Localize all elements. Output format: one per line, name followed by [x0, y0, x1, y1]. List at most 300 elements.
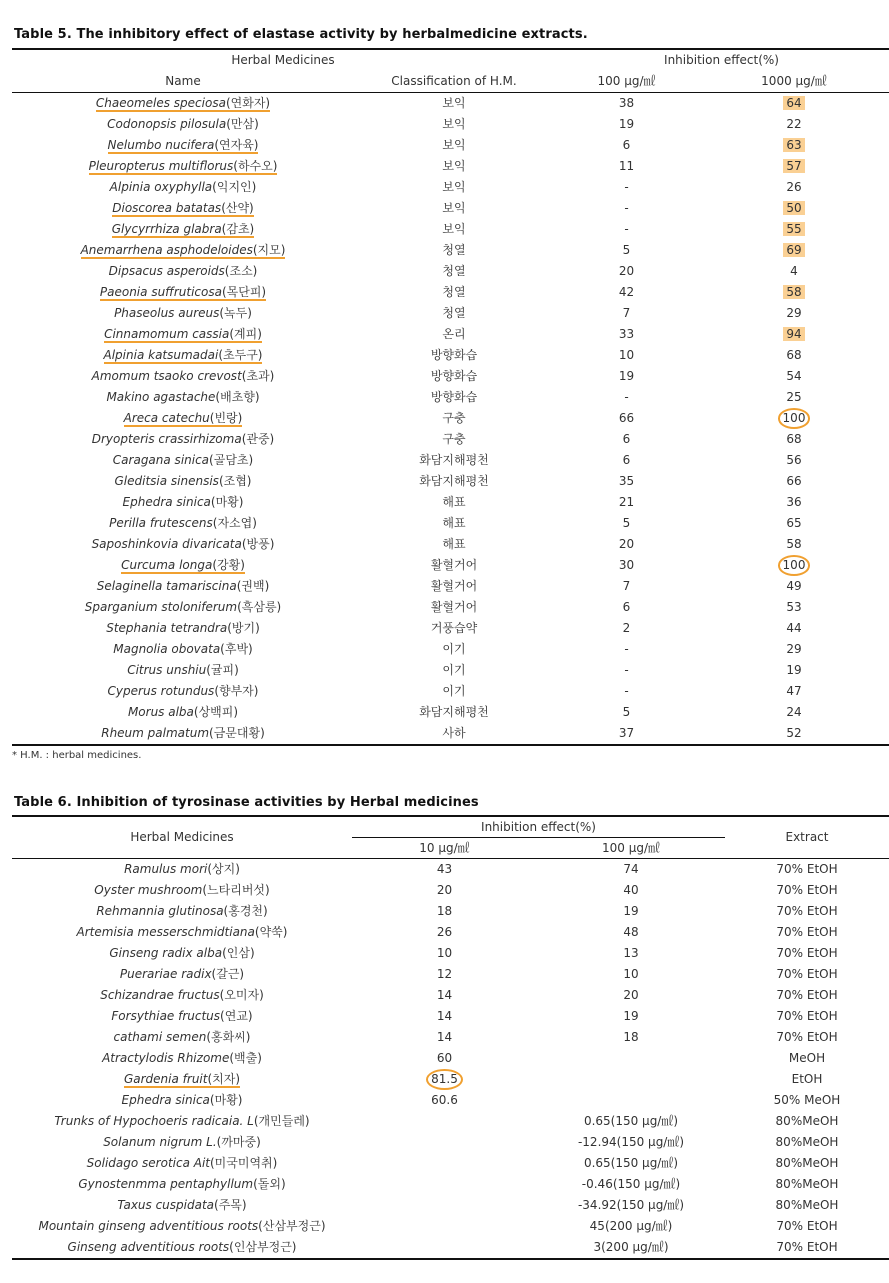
table-row — [12, 597, 889, 618]
table-row — [12, 681, 889, 702]
value-100-cell: 18 — [623, 1030, 639, 1044]
value-1000-cell — [699, 324, 889, 345]
name-cell — [12, 1006, 352, 1027]
table-row — [12, 1216, 889, 1237]
latin-name: Codonopsis pilosula — [107, 117, 227, 131]
value-1000-cell — [699, 303, 889, 324]
classification-cell: 보익 — [442, 222, 466, 236]
latin-name: Pleuropterus multiflorus — [88, 159, 234, 173]
korean-name: (흑삼릉) — [237, 600, 282, 614]
extract-cell: 80%MeOH — [775, 1156, 839, 1170]
name-cell — [12, 943, 352, 964]
korean-name: (조소) — [224, 264, 258, 278]
value-1000: 58 — [783, 285, 804, 299]
value-100-cell: - — [624, 222, 629, 236]
korean-name: (까마중) — [216, 1135, 261, 1149]
korean-name: (조협) — [218, 474, 252, 488]
latin-name: Perilla frutescens — [109, 516, 213, 530]
value-1000-cell — [699, 681, 889, 702]
extract-cell: 70% EtOH — [776, 988, 838, 1002]
korean-name: (치자) — [207, 1072, 241, 1086]
korean-name: (하수오) — [233, 159, 278, 173]
value-100-cell: 3(200 μg/㎖) — [593, 1240, 669, 1254]
classification-cell: 화담지해평천 — [419, 453, 489, 467]
name-cell — [12, 576, 354, 597]
latin-name: Gleditsia sinensis — [114, 474, 219, 488]
table-row — [12, 303, 889, 324]
korean-name: (돌외) — [253, 1177, 286, 1191]
extract-cell: 70% EtOH — [776, 946, 838, 960]
name-cell — [12, 964, 352, 985]
value-1000-cell — [699, 471, 889, 492]
name-cell — [12, 282, 354, 303]
value-100-cell: 6 — [622, 432, 631, 446]
korean-name: (갈근) — [211, 967, 245, 981]
value-100-cell: 7 — [622, 306, 631, 320]
name-cell — [12, 219, 354, 240]
korean-name: (지모) — [252, 243, 286, 257]
table-row — [12, 135, 889, 156]
latin-name: Taxus cuspidata — [117, 1198, 215, 1212]
value-1000-cell — [699, 240, 889, 261]
name-cell — [12, 985, 352, 1006]
table-row — [12, 177, 889, 198]
value-100-cell: 74 — [623, 862, 639, 876]
table-row — [12, 534, 889, 555]
value-1000-cell — [699, 156, 889, 177]
value-100-cell: 0.65(150 μg/㎖) — [583, 1114, 679, 1128]
value-1000-cell — [699, 429, 889, 450]
extract-cell: 80%MeOH — [775, 1177, 839, 1191]
name-cell — [12, 681, 354, 702]
value-10: 26 — [436, 925, 453, 939]
korean-name: (홍화씨) — [206, 1030, 251, 1044]
value-100-cell: 35 — [618, 474, 635, 488]
value-1000-cell — [699, 639, 889, 660]
latin-name: Oyster mushroom — [94, 883, 203, 897]
classification-cell: 구충 — [442, 432, 466, 446]
table-row — [12, 1111, 889, 1132]
name-cell — [12, 901, 352, 922]
name-cell — [12, 618, 354, 639]
name-cell — [12, 723, 354, 745]
value-100-cell: - — [624, 201, 629, 215]
name-cell — [12, 261, 354, 282]
table-row — [12, 1174, 889, 1195]
name-cell — [12, 1069, 352, 1090]
table-row — [12, 1153, 889, 1174]
table-row — [12, 859, 889, 881]
value-100-cell: - — [624, 684, 629, 698]
table-row — [12, 93, 889, 115]
header-inhibition-effect: Inhibition effect(%) — [352, 816, 725, 838]
value-10-cell — [352, 1090, 537, 1111]
extract-cell: 70% EtOH — [776, 1009, 838, 1023]
latin-name: Anemarrhena asphodeloides — [80, 243, 253, 257]
value-1000: 29 — [786, 642, 802, 656]
value-100-cell: 5 — [622, 516, 631, 530]
table-row — [12, 408, 889, 429]
extract-cell: EtOH — [791, 1072, 823, 1086]
latin-name: Stephania tetrandra — [106, 621, 228, 635]
value-100-cell: 40 — [623, 883, 639, 897]
korean-name: (연화자) — [225, 96, 271, 110]
extract-cell: 80%MeOH — [775, 1114, 839, 1128]
table-row — [12, 366, 889, 387]
value-1000: 26 — [786, 180, 802, 194]
value-100-cell: -0.46(150 μg/㎖) — [581, 1177, 681, 1191]
value-100-cell: 0.65(150 μg/㎖) — [583, 1156, 679, 1170]
header-10-ug: 10 μg/㎖ — [419, 841, 470, 855]
value-10-cell — [352, 985, 537, 1006]
value-100-cell: - — [624, 663, 629, 677]
name-cell — [12, 1132, 352, 1153]
name-cell — [12, 345, 354, 366]
korean-name: (익지인) — [212, 180, 257, 194]
name-cell — [12, 513, 354, 534]
korean-name: (녹두) — [219, 306, 252, 320]
value-100-cell: 19 — [618, 117, 635, 131]
name-cell — [12, 1195, 352, 1216]
header-herbal-medicines: Herbal Medicines — [231, 53, 335, 67]
value-10-cell — [352, 1153, 537, 1174]
value-10-cell — [352, 1216, 537, 1237]
korean-name: (인삼) — [222, 946, 255, 960]
korean-name: (인삼부정근) — [229, 1240, 297, 1254]
table5-caption: Table 5. The inhibitory effect of elastase activity by herbalmedicine extracts. — [14, 27, 588, 42]
latin-name: Solidago serotica Ait — [86, 1156, 210, 1170]
table-row — [12, 240, 889, 261]
value-10-cell — [352, 964, 537, 985]
table-row — [12, 1006, 889, 1027]
value-100-cell: 45(200 μg/㎖) — [589, 1219, 673, 1233]
value-100-cell: 6 — [622, 138, 631, 152]
value-1000-cell — [699, 618, 889, 639]
name-cell — [12, 240, 354, 261]
name-cell — [12, 702, 354, 723]
extract-cell: MeOH — [788, 1051, 826, 1065]
table-row — [12, 429, 889, 450]
table-row — [12, 219, 889, 240]
value-1000-cell — [699, 387, 889, 408]
extract-cell: 70% EtOH — [776, 883, 838, 897]
classification-cell: 거풍습약 — [430, 621, 478, 635]
value-100-cell: 30 — [618, 558, 635, 572]
classification-cell: 방향화습 — [430, 369, 478, 383]
table-row — [12, 576, 889, 597]
value-100-cell: 20 — [618, 537, 635, 551]
korean-name: (골담초) — [209, 453, 254, 467]
korean-name: (홍경천) — [223, 904, 268, 918]
value-10-cell — [352, 922, 537, 943]
korean-name: (마황) — [210, 495, 244, 509]
classification-cell: 해표 — [442, 516, 466, 530]
korean-name: (감초) — [221, 222, 255, 236]
value-1000-cell — [699, 345, 889, 366]
name-cell — [12, 93, 354, 115]
latin-name: Gardenia fruit — [123, 1072, 208, 1086]
korean-name: (자소엽) — [212, 516, 257, 530]
table-row — [12, 943, 889, 964]
latin-name: Atractylodis Rhizome — [102, 1051, 230, 1065]
latin-name: Cinnamomum cassia — [104, 327, 230, 341]
classification-cell: 청열 — [442, 243, 466, 257]
value-100-cell: 37 — [618, 726, 635, 740]
value-1000-cell — [699, 198, 889, 219]
value-100-cell: 13 — [623, 946, 639, 960]
value-10-cell — [352, 1132, 537, 1153]
value-1000-cell — [699, 513, 889, 534]
value-1000-cell — [699, 261, 889, 282]
value-1000-cell — [699, 114, 889, 135]
latin-name: Curcuma longa — [121, 558, 213, 572]
name-cell — [12, 922, 352, 943]
value-10-cell — [352, 1174, 537, 1195]
classification-cell: 보익 — [442, 138, 466, 152]
latin-name: Sparganium stoloniferum — [84, 600, 238, 614]
korean-name: (느타리버섯) — [202, 883, 270, 897]
latin-name: Alpinia oxyphylla — [109, 180, 213, 194]
name-cell — [12, 303, 354, 324]
table-row — [12, 702, 889, 723]
table-row — [12, 282, 889, 303]
classification-cell: 보익 — [442, 117, 466, 131]
value-1000-cell — [699, 450, 889, 471]
classification-cell: 방향화습 — [430, 348, 478, 362]
classification-cell: 온리 — [442, 327, 466, 341]
name-cell — [12, 1048, 352, 1069]
value-1000: 36 — [786, 495, 802, 509]
value-1000-cell — [699, 177, 889, 198]
classification-cell: 보익 — [442, 159, 466, 173]
table-row — [12, 639, 889, 660]
latin-name: cathami semen — [113, 1030, 207, 1044]
latin-name: Citrus unshiu — [127, 663, 207, 677]
extract-cell: 70% EtOH — [776, 1240, 838, 1254]
korean-name: (미국미역취) — [210, 1156, 278, 1170]
value-1000: 68 — [786, 432, 802, 446]
value-100-cell: 21 — [618, 495, 635, 509]
value-10-cell — [352, 901, 537, 922]
korean-name: (향부자) — [214, 684, 259, 698]
table-row — [12, 114, 889, 135]
latin-name: Artemisia messerschmidtiana — [76, 925, 255, 939]
table-row — [12, 471, 889, 492]
value-10-cell — [352, 1195, 537, 1216]
value-10: 20 — [436, 883, 453, 897]
name-cell — [12, 1027, 352, 1048]
value-1000: 68 — [786, 348, 802, 362]
value-1000-cell — [699, 702, 889, 723]
table-row — [12, 880, 889, 901]
value-100-cell: - — [624, 390, 629, 404]
value-10: 10 — [436, 946, 453, 960]
latin-name: Selaginella tamariscina — [96, 579, 237, 593]
classification-cell: 구충 — [442, 411, 466, 425]
value-10: 60 — [436, 1051, 453, 1065]
korean-name: (상지) — [207, 862, 240, 876]
value-1000-cell — [699, 366, 889, 387]
value-100-cell: 10 — [618, 348, 635, 362]
value-100-cell: 2 — [622, 621, 631, 635]
value-1000: 24 — [786, 705, 802, 719]
value-100-cell: 66 — [618, 411, 635, 425]
value-1000: 53 — [786, 600, 802, 614]
latin-name: Nelumbo nucifera — [107, 138, 215, 152]
latin-name: Makino agastache — [106, 390, 216, 404]
classification-cell: 이기 — [442, 663, 466, 677]
name-cell — [12, 639, 354, 660]
name-cell — [12, 660, 354, 681]
value-1000: 69 — [783, 243, 804, 257]
name-cell — [12, 156, 354, 177]
korean-name: (권백) — [236, 579, 270, 593]
latin-name: Forsythiae fructus — [111, 1009, 221, 1023]
value-10-cell — [352, 1048, 537, 1069]
latin-name: Areca catechu — [123, 411, 210, 425]
value-100-cell — [537, 1069, 725, 1090]
value-100-cell — [537, 1048, 725, 1069]
value-1000: 66 — [786, 474, 802, 488]
classification-cell: 화담지해평천 — [419, 705, 489, 719]
korean-name: (오미자) — [219, 988, 264, 1002]
classification-cell: 이기 — [442, 642, 466, 656]
value-100-cell: 33 — [618, 327, 635, 341]
table-row — [12, 198, 889, 219]
table-row — [12, 1237, 889, 1259]
table-row — [12, 156, 889, 177]
name-cell — [12, 1216, 352, 1237]
table-row — [12, 513, 889, 534]
value-100-cell: 5 — [622, 705, 631, 719]
value-100-cell: 6 — [622, 600, 631, 614]
korean-name: (백출) — [229, 1051, 262, 1065]
value-10-cell — [352, 1027, 537, 1048]
classification-cell: 활혈거어 — [430, 558, 478, 572]
value-1000-cell — [699, 408, 889, 429]
value-1000: 50 — [783, 201, 804, 215]
extract-cell: 70% EtOH — [776, 904, 838, 918]
korean-name: (약쑥) — [254, 925, 288, 939]
header-100-ug: 100 μg/㎖ — [601, 841, 660, 855]
value-10-cell — [352, 859, 537, 881]
value-1000: 63 — [783, 138, 804, 152]
classification-cell: 방향화습 — [430, 390, 478, 404]
latin-name: Ramulus mori — [124, 862, 208, 876]
table-row — [12, 922, 889, 943]
latin-name: Gynostenmma pentaphyllum — [78, 1177, 254, 1191]
korean-name: (산약) — [221, 201, 254, 215]
table-row — [12, 1132, 889, 1153]
latin-name: Paeonia suffruticosa — [99, 285, 222, 299]
value-10: 60.6 — [431, 1093, 458, 1107]
value-100-cell: 20 — [623, 988, 639, 1002]
header-1000-ug: 1000 μg/㎖ — [761, 74, 827, 88]
value-10-cell — [352, 1111, 537, 1132]
latin-name: Ephedra sinica — [121, 1093, 210, 1107]
value-1000: 49 — [786, 579, 802, 593]
name-cell — [12, 366, 354, 387]
table-row — [12, 450, 889, 471]
value-100-cell: -12.94(150 μg/㎖) — [577, 1135, 685, 1149]
korean-name: (강황) — [212, 558, 245, 572]
value-10-cell — [352, 943, 537, 964]
value-1000: 100 — [778, 408, 811, 429]
table-row — [12, 261, 889, 282]
value-1000-cell — [699, 282, 889, 303]
value-1000: 94 — [783, 327, 804, 341]
table-row — [12, 1069, 889, 1090]
latin-name: Dryopteris crassirhizoma — [91, 432, 242, 446]
value-1000-cell — [699, 723, 889, 745]
name-cell — [12, 324, 354, 345]
classification-cell: 해표 — [442, 537, 466, 551]
latin-name: Dipsacus asperoids — [108, 264, 225, 278]
value-1000: 64 — [783, 96, 804, 110]
table-row — [12, 1090, 889, 1111]
header-extract: Extract — [785, 830, 829, 844]
value-1000: 54 — [786, 369, 802, 383]
korean-name: (초과) — [241, 369, 275, 383]
extract-cell: 50% MeOH — [773, 1093, 841, 1107]
latin-name: Solanum nigrum L. — [103, 1135, 217, 1149]
classification-cell: 이기 — [442, 684, 466, 698]
value-10-cell — [352, 1069, 537, 1090]
classification-cell: 청열 — [442, 264, 466, 278]
classification-cell: 활혈거어 — [430, 600, 478, 614]
value-1000: 4 — [790, 264, 798, 278]
value-1000: 29 — [786, 306, 802, 320]
value-10: 14 — [436, 1030, 453, 1044]
name-cell — [12, 880, 352, 901]
table-row — [12, 345, 889, 366]
name-cell — [12, 597, 354, 618]
table-row — [12, 492, 889, 513]
latin-name: Puerariae radix — [119, 967, 212, 981]
table-row — [12, 618, 889, 639]
latin-name: Schizandrae fructus — [100, 988, 220, 1002]
header-name: Name — [165, 74, 201, 88]
value-100-cell: -34.92(150 μg/㎖) — [577, 1198, 685, 1212]
value-10: 81.5 — [426, 1069, 463, 1090]
value-100-cell: 19 — [623, 1009, 639, 1023]
value-1000-cell — [699, 576, 889, 597]
value-100-cell: 42 — [618, 285, 635, 299]
table-row — [12, 964, 889, 985]
value-1000: 56 — [786, 453, 802, 467]
value-1000: 25 — [786, 390, 802, 404]
value-1000-cell — [699, 534, 889, 555]
value-1000-cell — [699, 135, 889, 156]
value-100-cell: 6 — [622, 453, 631, 467]
elastase-table — [12, 48, 889, 746]
latin-name: Amomum tsaoko crevost — [91, 369, 242, 383]
value-100-cell: 20 — [618, 264, 635, 278]
value-1000: 22 — [786, 117, 802, 131]
value-100-cell: 19 — [623, 904, 639, 918]
extract-cell: 70% EtOH — [776, 925, 838, 939]
korean-name: (연교) — [220, 1009, 253, 1023]
value-100-cell: 38 — [618, 96, 635, 110]
classification-cell: 사하 — [442, 726, 466, 740]
value-10: 43 — [436, 862, 453, 876]
name-cell — [12, 135, 354, 156]
header-classification: Classification of H.M. — [391, 74, 517, 88]
latin-name: Dioscorea batatas — [112, 201, 222, 215]
name-cell — [12, 555, 354, 576]
table5-footnote: * H.M. : herbal medicines. — [12, 750, 142, 761]
value-1000: 58 — [786, 537, 802, 551]
